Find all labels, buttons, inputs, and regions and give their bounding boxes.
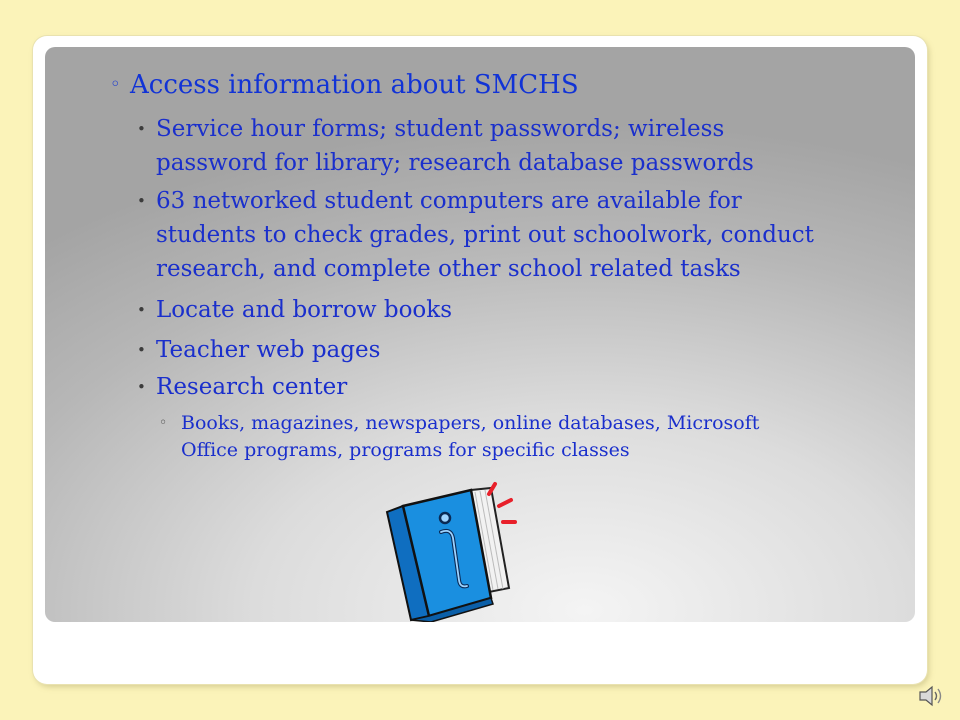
information-book-icon — [383, 480, 523, 622]
bullet-text-line: 63 networked student computers are available for — [156, 188, 742, 214]
bullet-item — [137, 333, 381, 367]
sub-bullet-text-line: Office programs, programs for specific classes — [181, 439, 630, 461]
sub-bullet-text-line: Books, magazines, newspapers, online databases, Microsoft — [181, 412, 760, 434]
heading-marker: ◦ — [110, 74, 121, 95]
bullet-item — [137, 112, 754, 180]
bullet-text-line: Research center — [156, 374, 348, 400]
bullet-item — [137, 370, 348, 404]
sub-bullet-marker: ◦ — [159, 415, 168, 431]
bullet-item — [137, 293, 453, 327]
bullet-marker: • — [137, 301, 146, 319]
bullet-text-line: password for library; research database passwords — [156, 150, 754, 176]
bullet-text-line: students to check grades, print out schoolwork, conduct — [156, 222, 814, 248]
sub-bullet-item — [159, 410, 760, 464]
slide-heading — [110, 70, 579, 100]
bullet-text-line: Teacher web pages — [156, 337, 381, 363]
bullet-marker: • — [137, 192, 146, 210]
bullet-marker: • — [137, 378, 146, 396]
bullet-text-line: Service hour forms; student passwords; wireless — [156, 116, 725, 142]
bullet-marker: • — [137, 341, 146, 359]
bullet-marker: • — [137, 120, 146, 138]
bullet-item — [137, 184, 814, 286]
speaker-icon[interactable] — [918, 684, 944, 708]
bullet-text-line: Locate and borrow books — [156, 297, 453, 323]
heading-text: Access information about SMCHS — [130, 70, 579, 100]
bullet-text-line: research, and complete other school related tasks — [156, 256, 741, 282]
